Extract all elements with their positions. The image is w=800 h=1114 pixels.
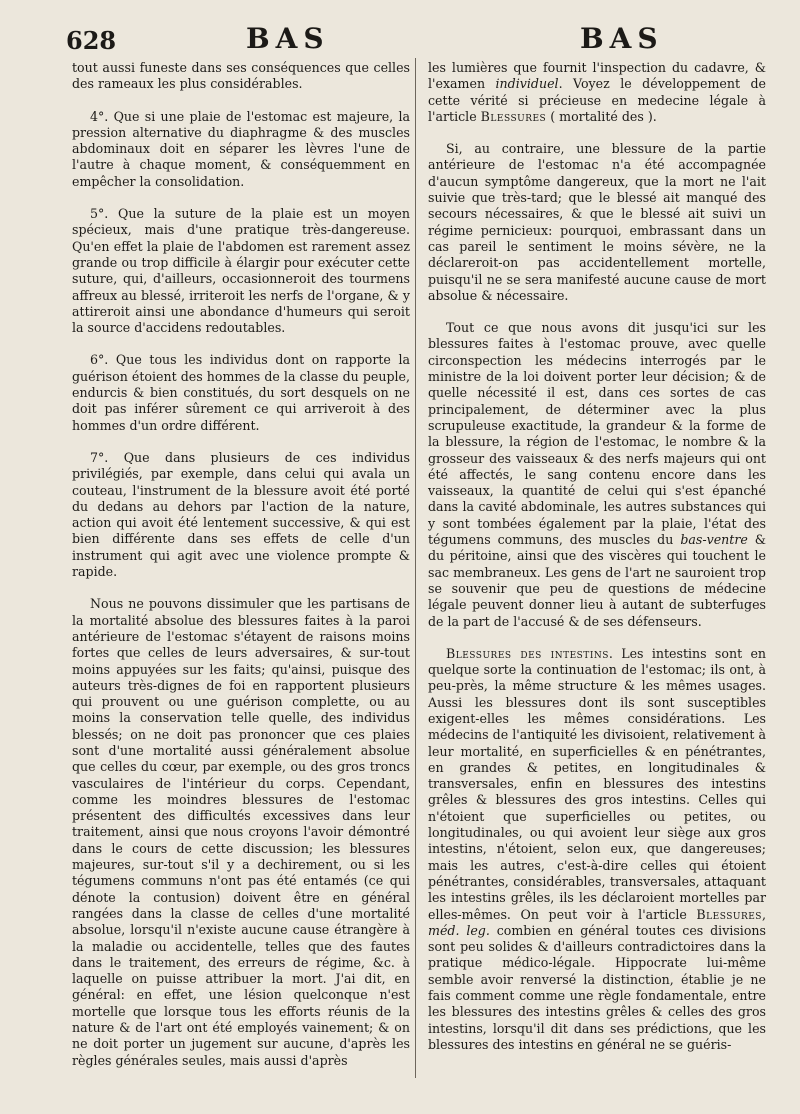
- paragraph-point-5: 5°. Que la suture de la plaie est un moyen spécieux, mais d'une pratique très-dangereuse. Qu'en effet la plaie de l'abdomen est rarement assez grande ou trop difficile à élargir pour exécuter cette suture, qui, d'ailleurs, occasionneroit des tourmens affreux au blessé, irriteroit les nerfs de l'organe, & y attireroit ainsi une abondance d'humeurs qui seroit la source d'accidens redoutables.: [72, 206, 410, 336]
- paragraph-contrary-case: Si, au contraire, une blessure de la partie antérieure de l'estomac n'a été accompagnée d'aucun symptôme dangereux, que la mort ne l'ait suivie que très-tard; que le blessé ait manqué des secours nécessaires, & que le blessé ait suivi un régime pernicieux: pourquoi, embrassant dans un cas pareil le sentiment le moins sévère, ne la déclareroit-on pas accidentellement mortelle, puisqu'il ne se sera manifesté aucune cause de mort absolue & nécessaire.: [428, 141, 766, 303]
- page-header: [58, 22, 764, 62]
- right-column: [428, 60, 766, 1069]
- cross-reference: Blessures: [696, 906, 762, 922]
- paragraph-circumspection: Tout ce que nous avons dit jusqu'ici sur les blessures faites à l'estomac prouve, avec quelle circonspection les médecins interrogés par le ministre de la loi doivent porter leur décision; & de quelle nécessité il est, dans ces sortes de cas principalement, de déterminer avec la plus scrupuleuse exactitude, la grandeur & la forme de la blessure, la région de l'estomac, le nombre & la grosseur des vaisseaux & des nerfs majeurs qui ont été affectés, le sang contenu encore dans les vaisseaux, la quantité de celui qui s'est épanché dans la cavité abdominale, les autres substances qui y sont tombées également par la plaie, l'état des tégumens communs, des muscles du bas-ventre & du péritoine, ainsi que des viscères qui touchent le sac membraneux. Les gens de l'art ne sauroient trop se souvenir que peu de questions de médecine légale peuvent donner lieu à autant de subterfuges de la part de l'accusé & de ses défenseurs.: [428, 320, 766, 629]
- left-column: [72, 60, 410, 1085]
- paragraph-conclusion: Nous ne pouvons dissimuler que les partisans de la mortalité absolue des blessures faites à la paroi antérieure de l'estomac s'étayent de raisons moins fortes que celles de leurs adversaires, & sur-tout moins appuyées sur les faits; qu'ainsi, puisque des auteurs très-dignes de foi en rapportent plusieurs qui prouvent ou une guérison complette, ou au moins la conservation telle quelle, des individus blessés; on ne doit pas prononcer que ces plaies sont d'une mortalité aussi généralement absolue que celles du cœur, par exemple, ou des gros troncs vasculaires de l'intérieur du corps. Cependant, comme les moindres blessures de l'estomac présentent des difficultés excessives dans leur traitement, ainsi que nous croyons l'avoir démontré dans le cours de cette discussion; les blessures majeures, sur-tout s'il y a dechirement, ou si les tégumens communs n'ont pas été entamés (ce qui dénote la contusion) doivent être en général rangées dans la classe de celles d'une mortalité absolue, lorsqu'il n'existe aucune cause étrangère à la maladie ou accidentelle, telles que des fautes dans le traitement, des erreurs de régime, &c. à laquelle on puisse attribuer la mort. J'ai dit, en général: en effet, une lésion quelconque n'est mortelle que lorsque tous les efforts réunis de la nature & de l'art ont été employés vainement; & on ne doit porter un jugement sur aucune, d'après les règles générales seules, mais aussi d'après: [72, 596, 410, 1068]
- emphasis: méd. leg.: [428, 922, 490, 938]
- running-head-right: BAS: [580, 22, 664, 55]
- cross-reference: Blessures: [480, 108, 547, 124]
- paragraph-point-4: 4°. Que si une plaie de l'estomac est majeure, la pression alternative du diaphragme & des muscles abdominaux doit en séparer les lèvres l'une de l'autre à chaque moment, & conséquemment en empêcher la consolidation.: [72, 108, 410, 189]
- paragraph-continuation-right: les lumières que fournit l'inspection du cadavre, & l'examen individuel. Voyez le développement de cette vérité si précieuse en medecine légale à l'article Blessures ( mortalité des ).: [428, 60, 766, 124]
- paragraph-intestines: Blessures des intestins. Les intestins sont en quelque sorte la continuation de l'estomac; ils ont, à peu-près, la même structure & les mêmes usages. Aussi les blessures dont ils sont susceptibles exigent-elles les mêmes considérations. Les médecins de l'antiquité les divisoient, relativement à leur mortalité, en superficielles & en pénétrantes, en grandes & petites, en longitudinales & transversales, enfin en blessures des intestins grêles & blessures des gros intestins. Celles qui n'étoient que superficielles ou petites, ou longitudinales, ou qui avoient leur siège aux gros intestins, n'étoient, selon eux, que dangereuses; mais les autres, c'est-à-dire celles qui étoient pénétrantes, considérables, transversales, attaquant les intestins grêles, ils les déclaroient mortelles par elles-mêmes. On peut voir à l'article Blessures, méd. leg. combien en général toutes ces divisions sont peu solides & d'ailleurs contradictoires dans la pratique médico-légale. Hippocrate lui-même semble avoir renversé la distinction, établie je ne fais comment comme une règle fondamentale, entre les blessures des intestins grêles & celles des gros intestins, lorsqu'il dit dans ses prédictions, que les blessures des intestins en général ne se guéris-: [428, 645, 767, 1052]
- emphasis: bas-ventre: [680, 532, 748, 548]
- emphasis: individuel: [495, 76, 559, 92]
- paragraph-point-7: 7°. Que dans plusieurs de ces individus privilégiés, par exemple, dans celui qui avala un couteau, l'instrument de la blessure avoit été porté du dedans au dehors par l'action de la nature, action qui avoit été lentement successive, & qui est bien différente dans ses effets de celle d'un instrument qui agit avec une violence prompte & rapide.: [72, 449, 410, 580]
- page-number: 628: [66, 26, 117, 55]
- section-heading: Blessures des intestins: [446, 645, 609, 661]
- paragraph-point-6: 6°. Que tous les individus dont on rapporte la guérison étoient des hommes de la classe du peuple, endurcis & bien constitués, du sort desquels on ne doit pas inférer sûrement ce qui arriveroit à des hommes d'un ordre différent.: [72, 352, 410, 433]
- column-divider: [415, 58, 416, 1078]
- paragraph-continuation: tout aussi funeste dans ses conséquences que celles des rameaux les plus considérables.: [72, 60, 410, 92]
- running-head-left: BAS: [246, 22, 330, 55]
